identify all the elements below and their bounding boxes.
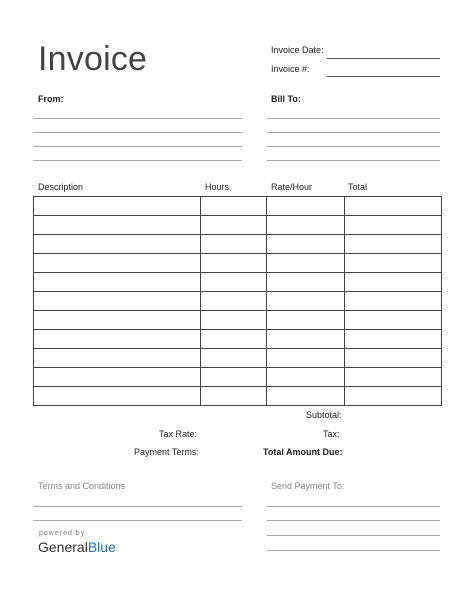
total-cell[interactable] [345,311,442,330]
table-row [34,349,442,368]
column-header-description: Description [38,182,84,192]
bill-to-line[interactable] [267,160,440,161]
invoice-number-field[interactable] [327,76,440,77]
description-cell[interactable] [34,235,201,254]
description-cell[interactable] [34,292,201,311]
rate-cell[interactable] [267,368,345,387]
send-payment-line[interactable] [267,535,440,536]
send-payment-line[interactable] [267,520,440,521]
terms-line[interactable] [33,506,242,507]
hours-cell[interactable] [201,197,267,216]
hours-cell[interactable] [201,273,267,292]
total-cell[interactable] [345,235,442,254]
from-line[interactable] [33,146,242,147]
table-row [34,216,442,235]
invoice-date-field[interactable] [327,58,440,59]
total-cell[interactable] [345,273,442,292]
table-row [34,311,442,330]
rate-cell[interactable] [267,311,345,330]
description-cell[interactable] [34,330,201,349]
total-cell[interactable] [345,368,442,387]
hours-cell[interactable] [201,254,267,273]
description-cell[interactable] [34,368,201,387]
table-row [34,387,442,406]
send-payment-label: Send Payment To: [271,481,345,491]
hours-cell[interactable] [201,387,267,406]
brand-name-part1: General [38,539,88,555]
description-cell[interactable] [34,387,201,406]
from-label: From: [38,94,64,104]
description-cell[interactable] [34,216,201,235]
table-row [34,292,442,311]
table-row [34,368,442,387]
rate-cell[interactable] [267,292,345,311]
terms-label: Terms and Conditions [38,481,126,491]
from-line[interactable] [33,132,242,133]
rate-cell[interactable] [267,254,345,273]
from-line[interactable] [33,160,242,161]
line-items-table [33,196,442,406]
bill-to-label: Bill To: [271,94,301,104]
table-row [34,254,442,273]
invoice-number-label: Invoice #: [271,64,310,74]
description-cell[interactable] [34,311,201,330]
rate-cell[interactable] [267,387,345,406]
brand-name-part2: Blue [87,539,116,555]
subtotal-label: Subtotal: [306,410,342,420]
brand-logo [38,539,116,555]
table-row [34,330,442,349]
table-row [34,235,442,254]
rate-cell[interactable] [267,349,345,368]
send-payment-line[interactable] [267,550,440,551]
tax-rate-label: Tax Rate: [159,429,198,439]
hours-cell[interactable] [201,292,267,311]
bill-to-line[interactable] [267,118,440,119]
bill-to-line[interactable] [267,132,440,133]
total-cell[interactable] [345,330,442,349]
hours-cell[interactable] [201,330,267,349]
total-cell[interactable] [345,349,442,368]
bill-to-line[interactable] [267,146,440,147]
table-row [34,197,442,216]
rate-cell[interactable] [267,330,345,349]
column-header-total: Total [348,182,368,192]
column-header-hours: Hours [205,182,230,192]
hours-cell[interactable] [201,311,267,330]
invoice-date-label: Invoice Date: [271,45,324,55]
terms-line[interactable] [33,520,242,521]
description-cell[interactable] [34,254,201,273]
total-amount-due-label: Total Amount Due: [263,447,343,457]
description-cell[interactable] [34,197,201,216]
hours-cell[interactable] [201,235,267,254]
invoice-title: Invoice [38,40,148,78]
hours-cell[interactable] [201,349,267,368]
payment-terms-label: Payment Terms: [134,447,199,457]
rate-cell[interactable] [267,216,345,235]
total-cell[interactable] [345,254,442,273]
total-cell[interactable] [345,292,442,311]
description-cell[interactable] [34,349,201,368]
rate-cell[interactable] [267,273,345,292]
total-cell[interactable] [345,216,442,235]
hours-cell[interactable] [201,216,267,235]
table-row [34,273,442,292]
total-cell[interactable] [345,197,442,216]
powered-by-text: powered by [39,530,86,537]
rate-cell[interactable] [267,235,345,254]
rate-cell[interactable] [267,197,345,216]
tax-label: Tax: [323,429,340,439]
hours-cell[interactable] [201,368,267,387]
from-line[interactable] [33,118,242,119]
description-cell[interactable] [34,273,201,292]
send-payment-line[interactable] [267,506,440,507]
column-header-rate: Rate/Hour [271,182,313,192]
total-cell[interactable] [345,387,442,406]
